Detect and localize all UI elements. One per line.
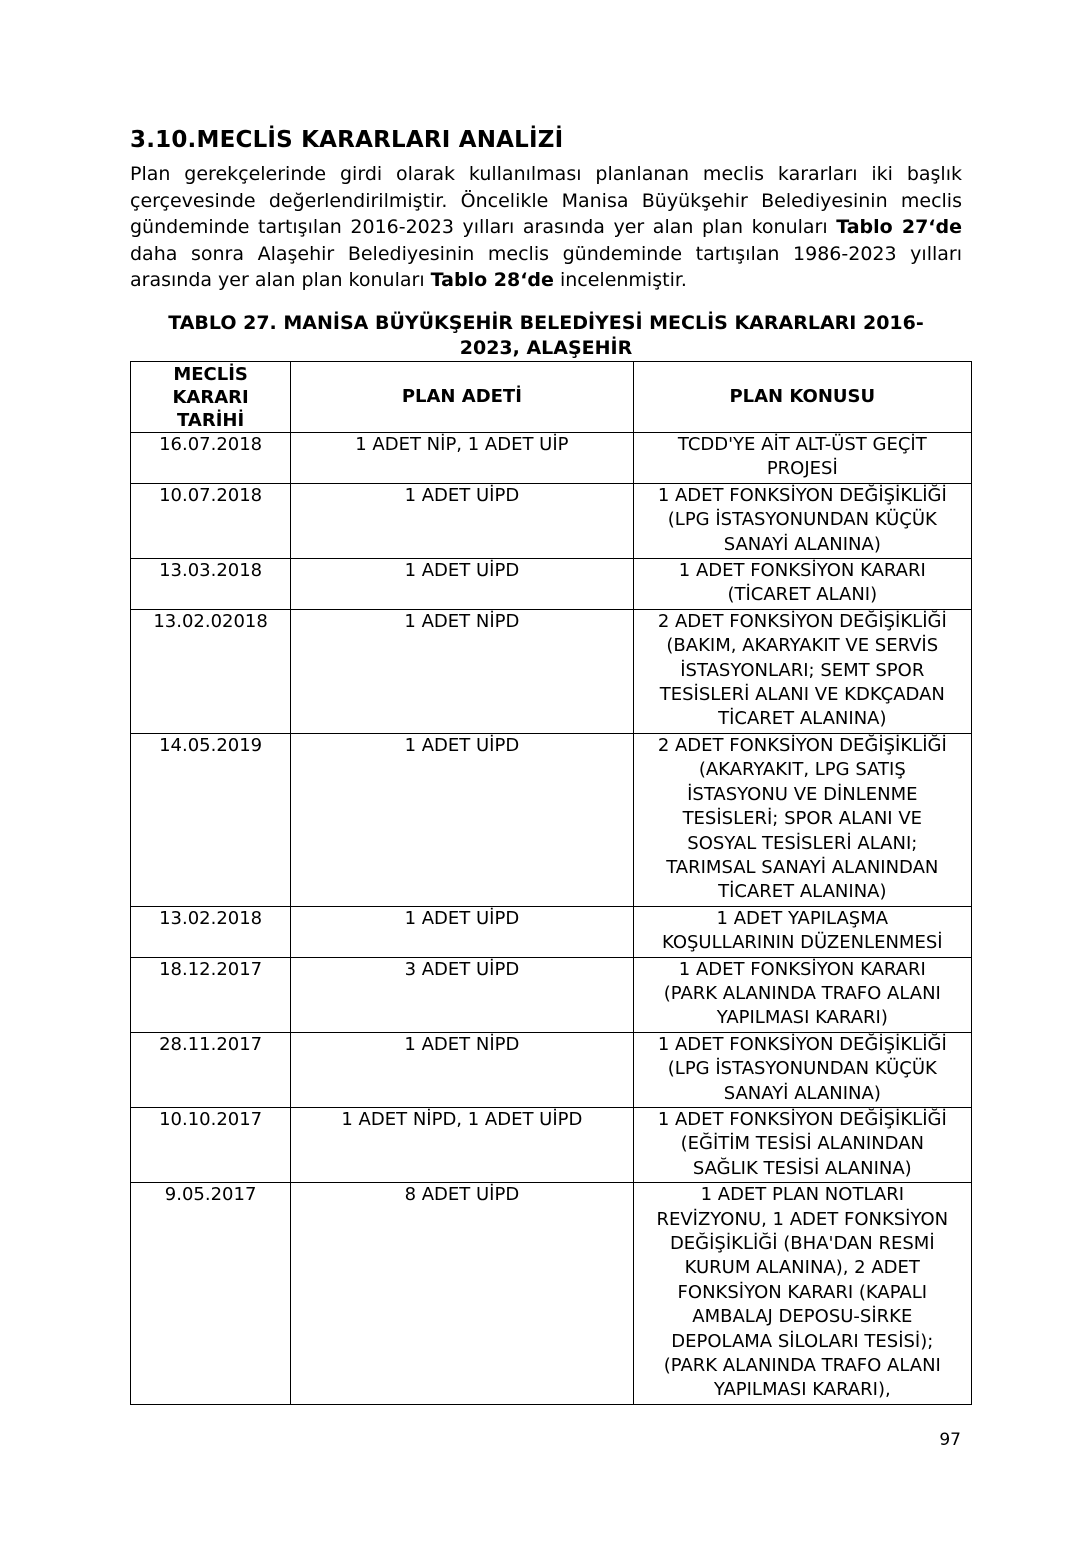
plan-subject-line: KOŞULLARININ DÜZENLENMESİ bbox=[662, 932, 943, 954]
plan-subject-line: AMBALAJ DEPOSU-SİRKE bbox=[692, 1306, 913, 1328]
plan-subject-line: (AKARYAKIT, LPG SATIŞ bbox=[698, 759, 906, 781]
plan-subject-line: İSTASYONU VE DİNLENME bbox=[687, 783, 918, 805]
plan-subject-line: TESİSLERİ; SPOR ALANI VE bbox=[682, 808, 923, 830]
plan-subject-line: (EĞİTİM TESİSİ ALANINDAN bbox=[680, 1133, 924, 1155]
plan-subject-line: (LPG İSTASYONUNDAN KÜÇÜK bbox=[667, 1058, 937, 1080]
table-row bbox=[131, 483, 972, 558]
plan-count-cell: 1 ADET NİPD bbox=[291, 1032, 633, 1107]
decision-date-cell: 9.05.2017 bbox=[131, 1183, 291, 1405]
plan-subject-line: (LPG İSTASYONUNDAN KÜÇÜK bbox=[667, 509, 937, 531]
plan-subject-cell bbox=[633, 559, 971, 610]
plan-count-cell: 1 ADET NİPD, 1 ADET UİPD bbox=[291, 1107, 633, 1182]
plan-subject-line: DEPOLAMA SİLOLARI TESİSİ); bbox=[671, 1330, 934, 1352]
intro-text-2: daha sonra Alaşehir Belediyesinin meclis gündeminde tartışılan 1986-2023 yılları arasında yer alan plan konuları bbox=[130, 242, 962, 292]
plan-subject-cell bbox=[633, 1032, 971, 1107]
plan-subject-cell bbox=[633, 906, 971, 957]
plan-subject-line: TİCARET ALANINA) bbox=[718, 881, 887, 903]
plan-subject-line: SANAYİ ALANINA) bbox=[723, 1082, 881, 1104]
table-row bbox=[131, 1107, 972, 1182]
plan-subject-line: (PARK ALANINDA TRAFO ALANI bbox=[663, 982, 941, 1004]
plan-subject-line: (PARK ALANINDA TRAFO ALANI bbox=[663, 1355, 941, 1377]
plan-subject-line: TİCARET ALANINA) bbox=[718, 708, 887, 730]
decision-date-cell: 28.11.2017 bbox=[131, 1032, 291, 1107]
table-row bbox=[131, 1032, 972, 1107]
plan-subject-line: YAPILMASI KARARI) bbox=[716, 1007, 888, 1029]
plan-subject-line: 1 ADET FONKSİYON KARARI bbox=[678, 560, 926, 582]
intro-text-1: Plan gerekçelerinde girdi olarak kullanılması planlanan meclis kararları iki başlık çerçevesinde değerlendirilmiştir. Öncelikle Manisa Büyükşehir Belediyesinin meclis gündeminde tartışılan 2016-2023 yılları arasında yer alan plan konuları bbox=[130, 163, 962, 239]
table-row bbox=[131, 1183, 972, 1405]
plan-subject-line: FONKSİYON KARARI (KAPALI bbox=[677, 1281, 928, 1303]
plan-subject-line: DEĞİŞİKLİĞİ (BHA'DAN RESMİ bbox=[669, 1233, 935, 1254]
table-row bbox=[131, 433, 972, 484]
plan-subject-cell bbox=[633, 957, 971, 1032]
plan-subject-line: SANAYİ ALANINA) bbox=[723, 533, 881, 555]
decision-date-cell: 10.10.2017 bbox=[131, 1107, 291, 1182]
table-caption bbox=[130, 311, 962, 361]
plan-count-cell: 3 ADET UİPD bbox=[291, 957, 633, 1032]
decision-date-cell: 13.02.2018 bbox=[131, 906, 291, 957]
plan-subject-line: SOSYAL TESİSLERİ ALANI; bbox=[687, 832, 918, 854]
plan-subject-line: PROJESİ bbox=[766, 458, 838, 480]
header-decision-date: MECLİS KARARI TARİHİ bbox=[131, 362, 291, 433]
plan-subject-line: TARIMSAL SANAYİ ALANINDAN bbox=[666, 856, 939, 878]
decision-date-cell: 13.02.02018 bbox=[131, 609, 291, 733]
plan-count-cell: 1 ADET UİPD bbox=[291, 483, 633, 558]
intro-text-3: incelenmiştir. bbox=[553, 269, 687, 292]
plan-subject-line: YAPILMASI KARARI), bbox=[713, 1379, 891, 1401]
decision-date-cell: 13.03.2018 bbox=[131, 559, 291, 610]
plan-subject-line: TESİSLERİ ALANI VE KDKÇADAN bbox=[659, 684, 945, 706]
plan-subject-line: SAĞLIK TESİSİ ALANINA) bbox=[692, 1157, 912, 1179]
plan-subject-line: 1 ADET YAPILAŞMA bbox=[716, 907, 889, 929]
plan-subject-line: TCDD'YE AİT ALT-ÜST GEÇİT bbox=[677, 434, 927, 455]
table-header-row bbox=[131, 362, 972, 433]
table-row bbox=[131, 957, 972, 1032]
header-plan-count: PLAN ADETİ bbox=[291, 362, 633, 433]
plan-subject-line: (TİCARET ALANI) bbox=[727, 584, 878, 606]
plan-subject-cell bbox=[633, 433, 971, 484]
plan-count-cell: 8 ADET UİPD bbox=[291, 1183, 633, 1405]
plan-subject-cell bbox=[633, 609, 971, 733]
plan-subject-line: 1 ADET FONKSİYON KARARI bbox=[678, 958, 926, 980]
page-number: 97 bbox=[939, 1430, 961, 1450]
plan-subject-cell bbox=[633, 483, 971, 558]
plan-count-cell: 1 ADET UİPD bbox=[291, 906, 633, 957]
plan-subject-line: 2 ADET FONKSİYON DEĞİŞİKLİĞİ bbox=[657, 610, 947, 632]
decision-date-cell: 14.05.2019 bbox=[131, 733, 291, 906]
plan-subject-line: İSTASYONLARI; SEMT SPOR bbox=[680, 659, 925, 681]
plan-subject-line: 2 ADET FONKSİYON DEĞİŞİKLİĞİ bbox=[657, 734, 947, 756]
plan-count-cell: 1 ADET UİPD bbox=[291, 733, 633, 906]
table-28-reference: Tablo 28‘de bbox=[430, 269, 554, 292]
plan-subject-line: KURUM ALANINA), 2 ADET bbox=[684, 1257, 920, 1279]
table-body bbox=[131, 433, 972, 1405]
decision-date-cell: 16.07.2018 bbox=[131, 433, 291, 484]
intro-paragraph bbox=[130, 161, 962, 294]
council-decisions-table bbox=[130, 361, 972, 1405]
table-row bbox=[131, 559, 972, 610]
header-plan-subject: PLAN KONUSU bbox=[633, 362, 971, 433]
table-row bbox=[131, 733, 972, 906]
plan-subject-line: 1 ADET PLAN NOTLARI bbox=[700, 1184, 905, 1206]
section-title: 3.10.MECLİS KARARLARI ANALİZİ bbox=[130, 127, 564, 153]
plan-count-cell: 1 ADET NİPD bbox=[291, 609, 633, 733]
table-row bbox=[131, 609, 972, 733]
plan-count-cell: 1 ADET UİPD bbox=[291, 559, 633, 610]
table-caption-line-2: 2023, ALAŞEHİR bbox=[459, 337, 633, 359]
plan-subject-cell bbox=[633, 1107, 971, 1182]
plan-subject-line: 1 ADET FONKSİYON DEĞİŞİKLİĞİ bbox=[657, 1033, 947, 1055]
decision-date-cell: 18.12.2017 bbox=[131, 957, 291, 1032]
plan-subject-line: 1 ADET FONKSİYON DEĞİŞİKLİĞİ bbox=[657, 1108, 947, 1130]
plan-count-cell: 1 ADET NİP, 1 ADET UİP bbox=[291, 433, 633, 484]
table-caption-line-1: TABLO 27. MANİSA BÜYÜKŞEHİR BELEDİYESİ MECLİS KARARLARI 2016- bbox=[168, 312, 924, 334]
decision-date-cell: 10.07.2018 bbox=[131, 483, 291, 558]
plan-subject-line: 1 ADET FONKSİYON DEĞİŞİKLİĞİ bbox=[657, 484, 947, 506]
plan-subject-line: (BAKIM, AKARYAKIT VE SERVİS bbox=[666, 635, 939, 657]
plan-subject-cell bbox=[633, 1183, 971, 1405]
plan-subject-cell bbox=[633, 733, 971, 906]
plan-subject-line: REVİZYONU, 1 ADET FONKSİYON bbox=[656, 1208, 949, 1230]
table-27-reference: Tablo 27‘de bbox=[836, 216, 962, 239]
table-row bbox=[131, 906, 972, 957]
